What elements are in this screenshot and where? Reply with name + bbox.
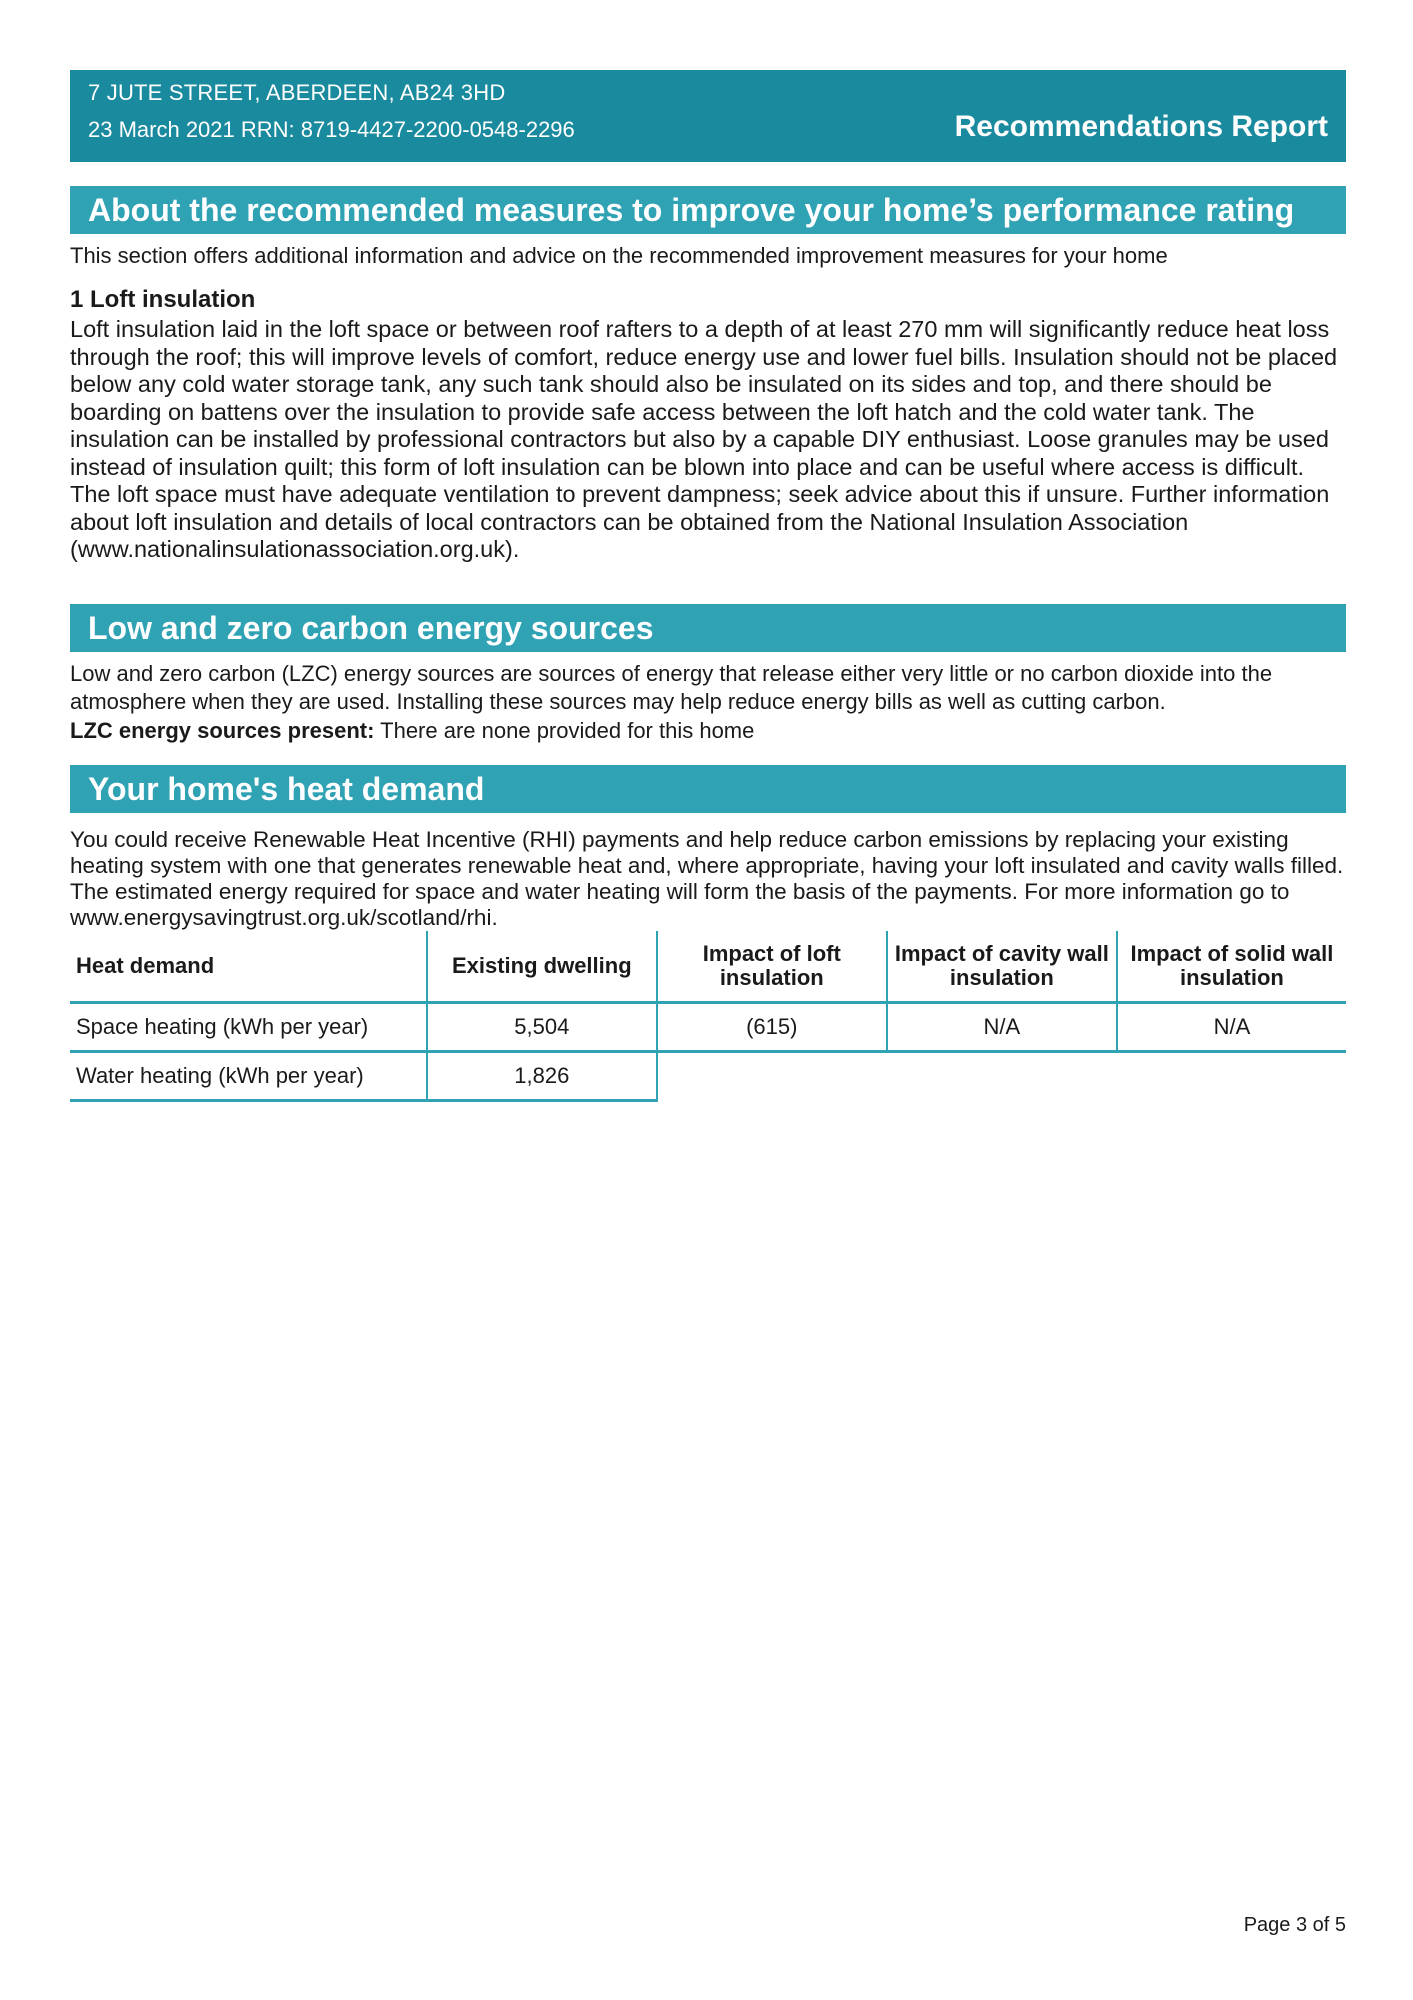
report-header <box>70 70 1346 162</box>
table-cell: N/A <box>887 1002 1117 1051</box>
table-empty-cell <box>657 1051 887 1100</box>
lzc-present-line <box>70 717 1346 745</box>
lzc-section-heading: Low and zero carbon energy sources <box>70 604 1346 652</box>
report-page <box>70 70 1346 1102</box>
heat-demand-section-heading: Your home's heat demand <box>70 765 1346 813</box>
table-cell: 1,826 <box>427 1051 657 1100</box>
table-header-cell: Existing dwelling <box>427 931 657 1003</box>
table-empty-cell <box>1117 1051 1346 1100</box>
table-header-cell: Heat demand <box>70 931 427 1003</box>
report-title: Recommendations Report <box>954 110 1328 143</box>
table-cell: Space heating (kWh per year) <box>70 1002 427 1051</box>
table-header-cell: Impact of loft insulation <box>657 931 887 1003</box>
measure-body-loft-insulation: Loft insulation laid in the loft space or between roof rafters to a depth of at least 270 mm will significantly reduce heat loss through the roof; this will improve levels of comfort, reduce energy use and lower fuel bills. Insulation should not be placed below any cold water storage tank, any such tank should also be insulated on its sides and top, and there should be boarding on battens over the insulation to provide safe access between the loft hatch and the cold water tank. The insulation can be installed by professional contractors but also by a capable DIY enthusiast. Loose granules may be used instead of insulation quilt; this form of loft insulation can be blown into place and can be useful where access is difficult. The loft space must have adequate ventilation to prevent dampness; seek advice about this if unsure. Further information about loft insulation and details of local contractors can be obtained from the National Insulation Association (www.nationalinsulationassociation.org.uk). <box>70 316 1338 562</box>
report-date-rrn: 23 March 2021 RRN: 8719-4427-2200-0548-2296 <box>88 117 575 142</box>
measures-section-heading: About the recommended measures to improve your home’s performance rating <box>70 186 1346 234</box>
property-address: 7 JUTE STREET, ABERDEEN, AB24 3HD <box>88 80 506 105</box>
table-header-cell: Impact of cavity wall insulation <box>887 931 1117 1003</box>
table-cell: (615) <box>657 1002 887 1051</box>
table-header-cell: Impact of solid wall insulation <box>1117 931 1346 1003</box>
table-cell: 5,504 <box>427 1002 657 1051</box>
table-empty-cell <box>887 1051 1117 1100</box>
table-row <box>70 1002 1346 1051</box>
lzc-description: Low and zero carbon (LZC) energy sources are sources of energy that release either very little or no carbon dioxide into the atmosphere when they are used. Installing these sources may help reduce energy bills as well as cutting carbon. <box>70 660 1273 714</box>
table-cell: Water heating (kWh per year) <box>70 1051 427 1100</box>
table-row <box>70 1051 1346 1100</box>
heat-demand-description: You could receive Renewable Heat Incentive (RHI) payments and help reduce carbon emissions by replacing your existing heating system with one that generates renewable heat and, where appropriate, having your loft insulated and cavity walls filled. The estimated energy required for space and water heating will form the basis of the payments. For more information go to www.energysavingtrust.org.uk/scotland/rhi. <box>70 826 1344 930</box>
heat-demand-table <box>70 931 1346 1102</box>
measures-intro: This section offers additional information and advice on the recommended improvement measures for your home <box>70 243 1168 268</box>
lzc-present-label: LZC energy sources present: <box>70 717 375 743</box>
measure-title-loft-insulation: 1 Loft insulation <box>70 286 256 313</box>
table-header-row <box>70 931 1346 1003</box>
table-cell: N/A <box>1117 1002 1346 1051</box>
lzc-present-value: There are none provided for this home <box>374 717 755 743</box>
page-number: Page 3 of 5 <box>1243 1914 1346 1936</box>
